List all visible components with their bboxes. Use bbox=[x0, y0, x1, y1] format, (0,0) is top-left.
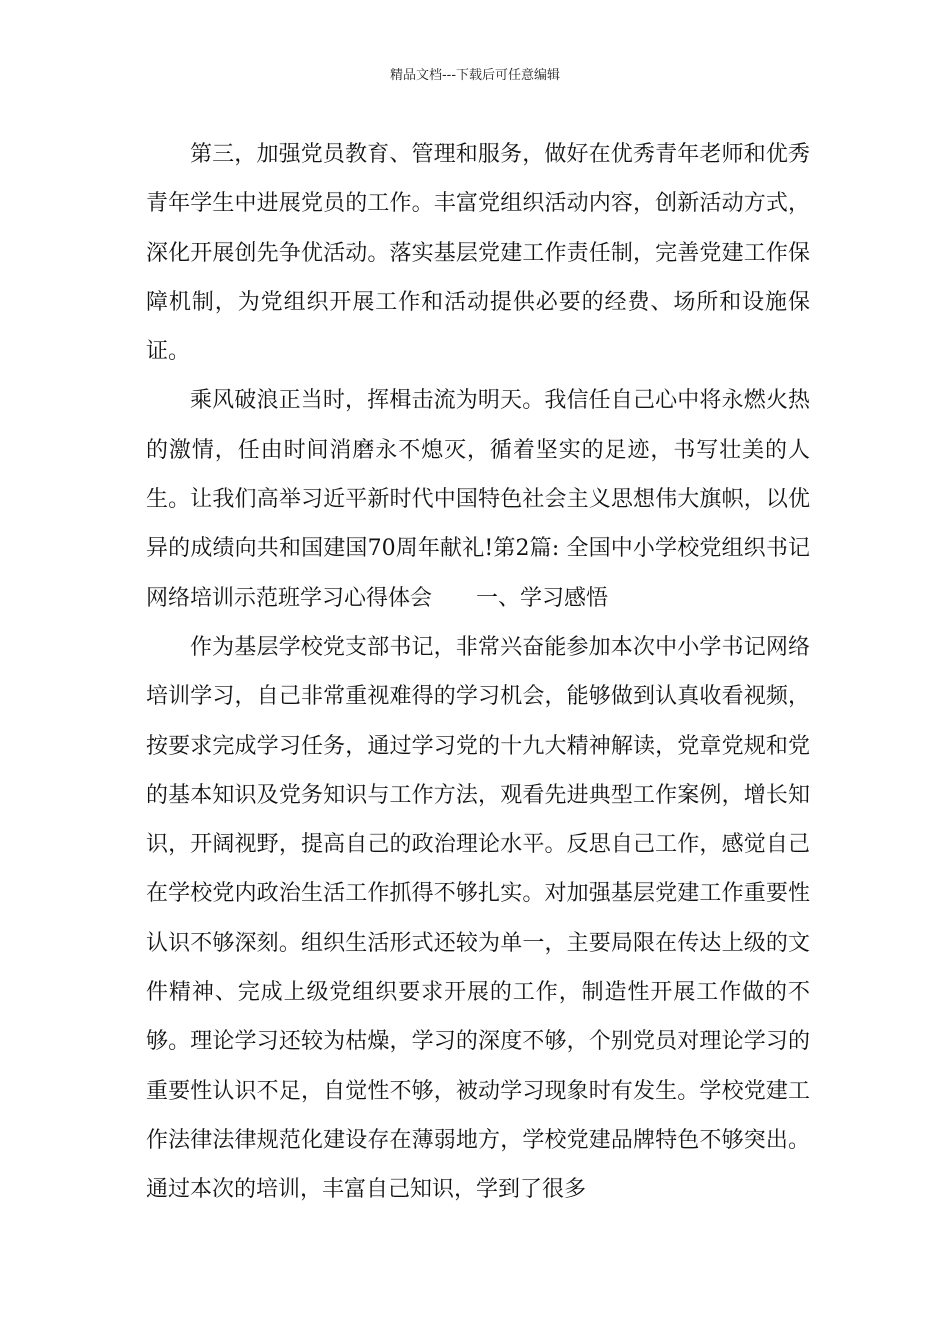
paragraph-2: 乘风破浪正当时，挥楫击流为明天。我信任自己心中将永燃火热的激情，任由时间消磨永不熄灭，循着坚实的足迹，书写壮美的人生。让我们高举习近平新时代中国特色社会主义思想伟大旗帜，以优异的成绩向共和国建国70周年献礼!第2篇: 全国中小学校党组织书记网络培训示范班学习心得体会 一、学习感悟 bbox=[146, 388, 810, 611]
page-header: 精品文档---下载后可任意编辑 bbox=[389, 68, 561, 83]
paragraph-1: 第三，加强党员教育、管理和服务，做好在优秀青年老师和优秀青年学生中进展党员的工作。丰富党组织活动内容，创新活动方式，深化开展创先争优活动。落实基层党建工作责任制，完善党建工作保障机制，为党组织开展工作和活动提供必要的经费、场所和设施保证。 bbox=[146, 142, 810, 365]
paragraph-3: 作为基层学校党支部书记，非常兴奋能参加本次中小学书记网络培训学习，自己非常重视难得的学习机会，能够做到认真收看视频，按要求完成学习任务，通过学习党的十九大精神解读，党章党规和党的基本知识及党务知识与工作方法，观看先进典型工作案例，增长知识，开阔视野，提高自己的政治理论水平。反思自己工作，感觉自己在学校党内政治生活工作抓得不够扎实。对加强基层党建工作重要性认识不够深刻。组织生活形式还较为单一，主要局限在传达上级的文件精神、完成上级党组织要求开展的工作，制造性开展工作做的不够。理论学习还较为枯燥，学习的深度不够，个别党员对理论学习的重要性认识不足，自觉性不够，被动学习现象时有发生。学校党建工作法律法律规范化建设存在薄弱地方，学校党建品牌特色不够突出。通过本次的培训，丰富自己知识，学到了很多 bbox=[146, 634, 810, 1203]
document-body bbox=[146, 130, 810, 1215]
